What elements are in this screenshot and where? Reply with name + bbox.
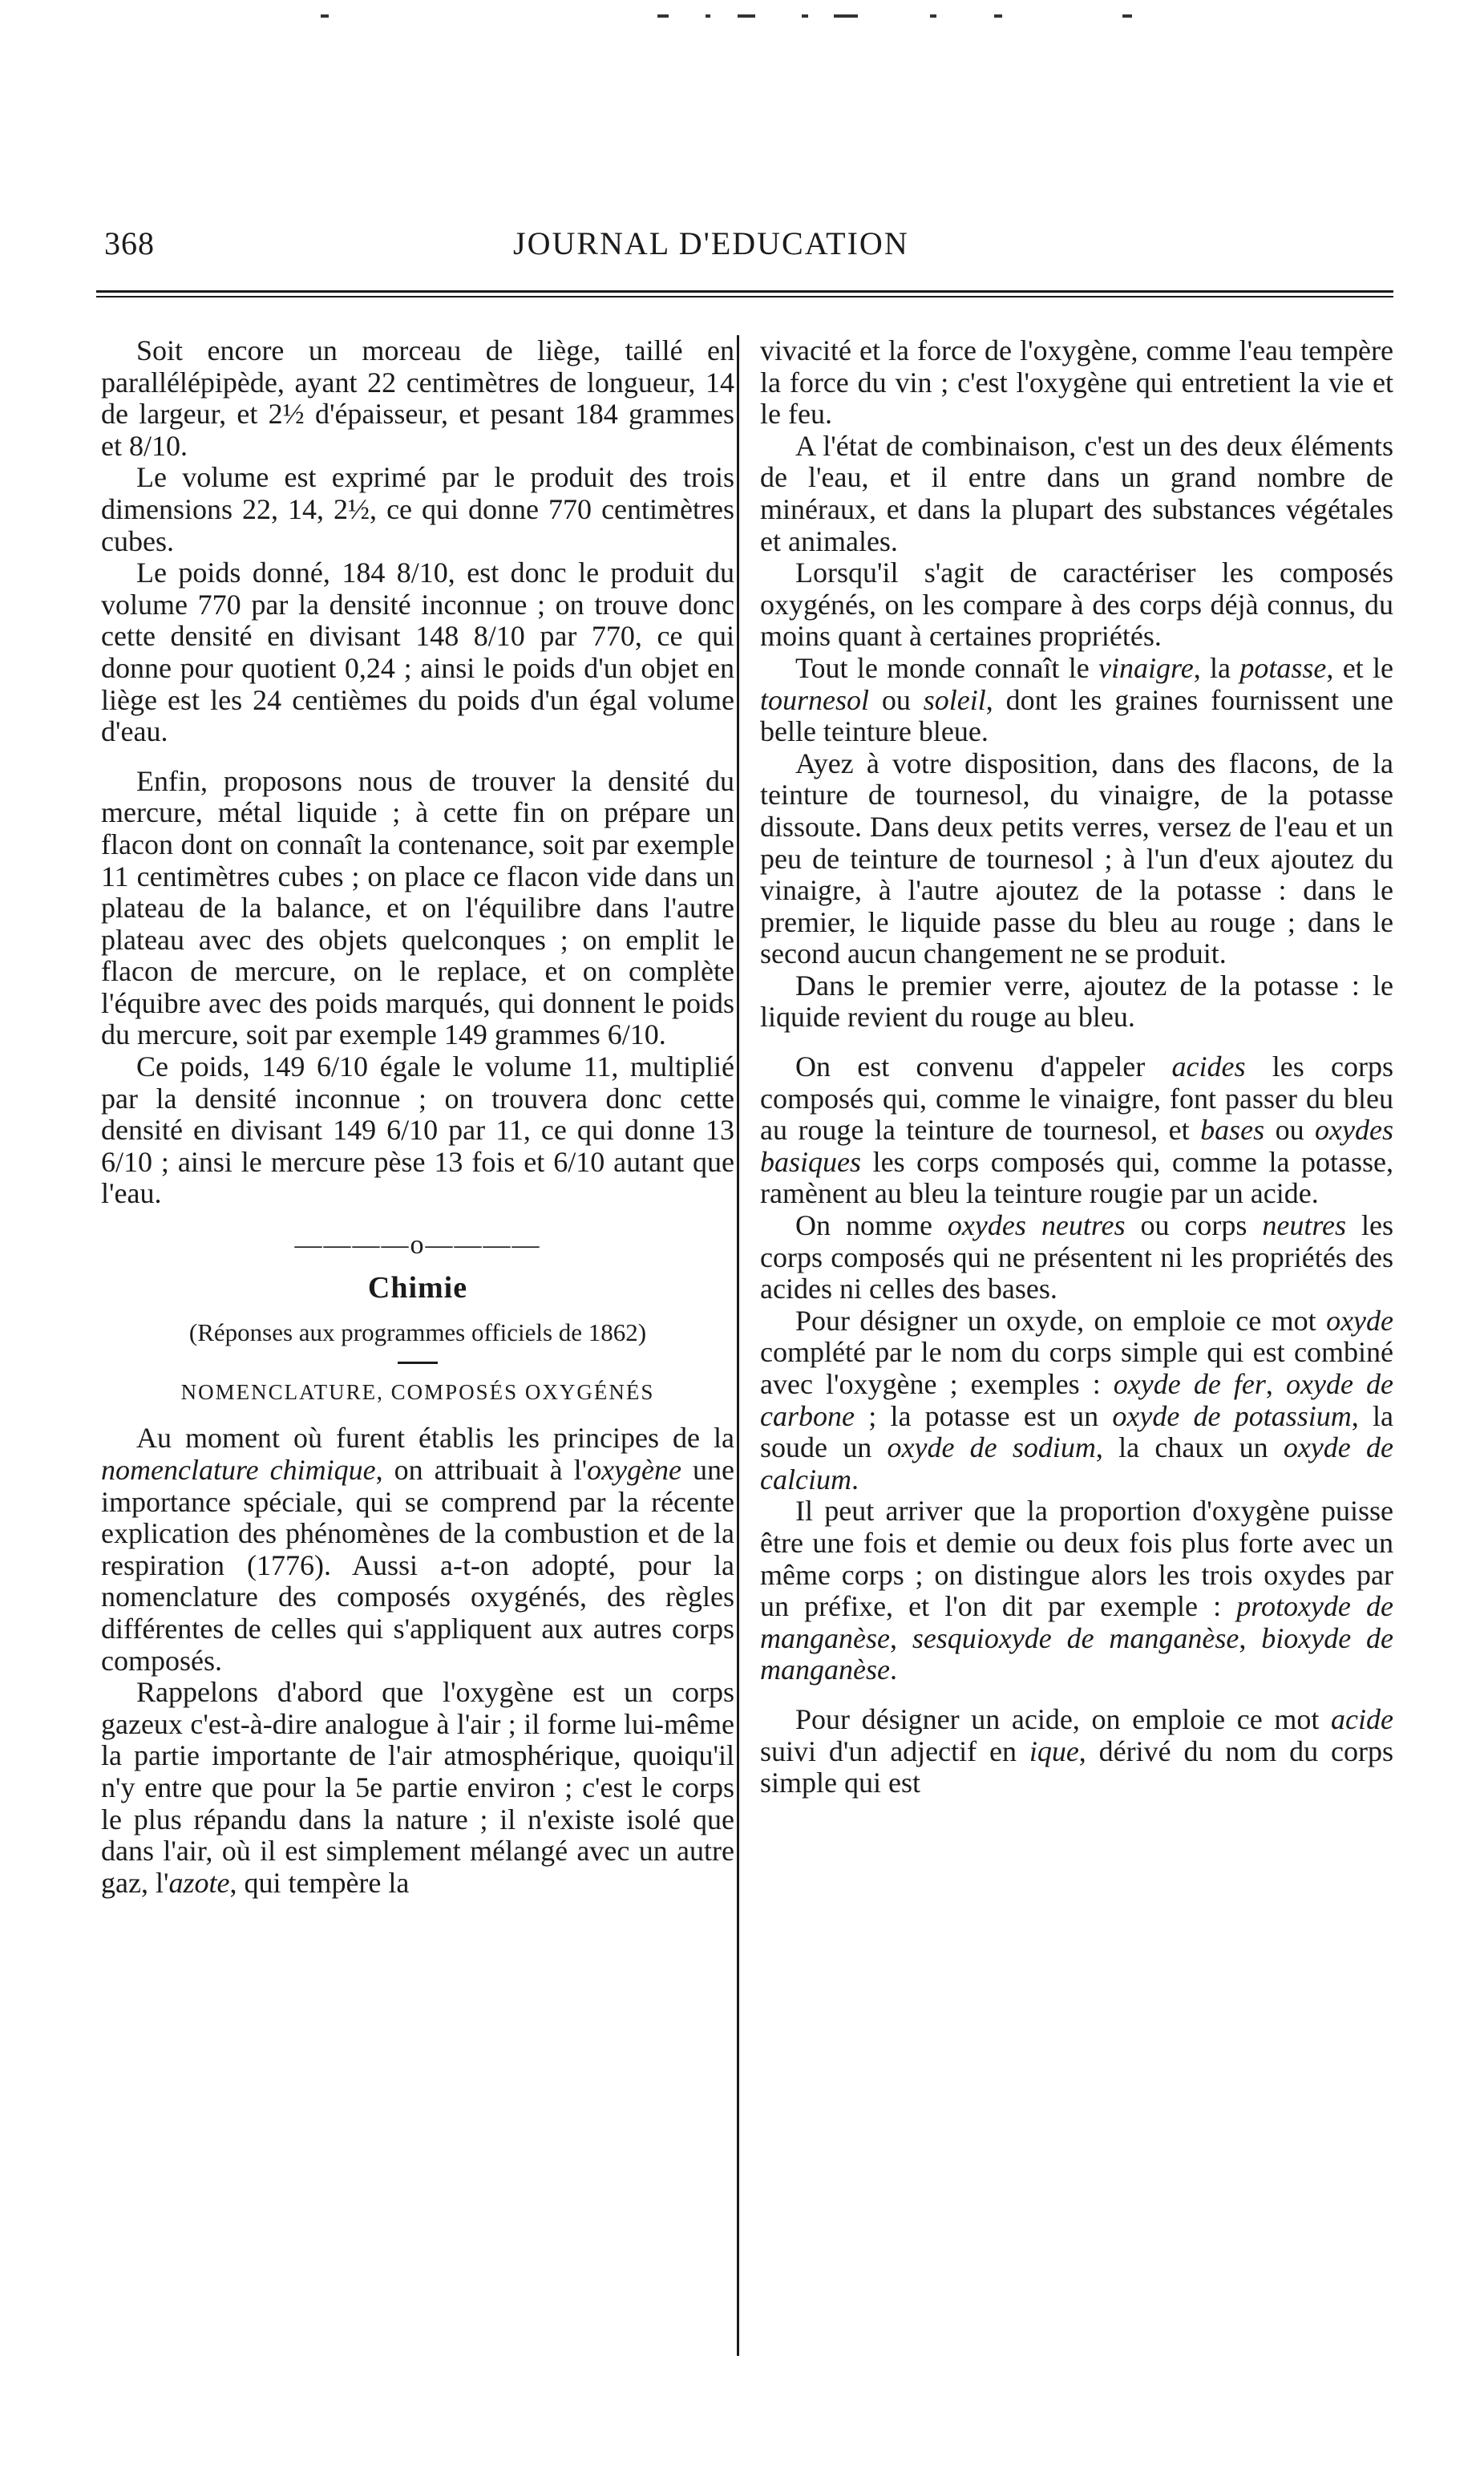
text-run: complété par le nom du corps simple qui est combiné avec l'oxygène ; exemples :	[760, 1336, 1393, 1400]
italic-term: oxyde de fer	[1113, 1368, 1266, 1400]
paragraph	[760, 1305, 1393, 1496]
text-run: suivi d'un adjectif en	[760, 1734, 1029, 1767]
text-run: .	[889, 1653, 897, 1686]
italic-term: bases	[1200, 1114, 1265, 1147]
page-number: 368	[104, 225, 155, 261]
paragraph	[101, 1677, 734, 1899]
text-run: , qui tempère la	[229, 1866, 410, 1899]
text-run: ou corps	[1125, 1209, 1263, 1242]
text-run: , dont les graines fournissent une belle teinture bleue.	[760, 683, 1394, 748]
paragraph: Enfin, proposons nous de trouver la densité du mercure, métal liquide ; à cette fin on prépare un flacon dont on connaît la contenance, soit par exemple 11 centimètres cubes ; on place ce flacon vide dans un plateau de la balance, et on l'équilibre dans l'autre plateau avec des objets quelconques ; on emplit le flacon de mercure, on le replace, et on complète l'équibre avec des poids marqués, qui donnent le poids du mercure, soit par exemple 149 grammes 6/10.	[101, 764, 734, 1051]
italic-term: sesquioxyde de manganèse	[912, 1621, 1239, 1654]
text-run: , la chaux un	[1095, 1431, 1284, 1464]
text-run: , dérivé du nom du corps simple qui est	[760, 1734, 1393, 1799]
header-rule	[96, 290, 1393, 293]
italic-term: oxyde de carbone	[760, 1368, 1393, 1432]
text-run: les corps composés qui ne présentent ni les propriétés des acides ni celles des bases.	[760, 1209, 1393, 1305]
paragraph	[760, 653, 1393, 748]
paragraph	[760, 1496, 1393, 1686]
column-divider	[737, 335, 739, 2356]
text-run: On nomme	[795, 1209, 948, 1242]
text-run: Il peut arriver que la proportion d'oxygène puisse être une fois et demie ou deux fois plus forte avec un même corps ; on distingue alors les trois oxydes par un préfixe, et l'on dit par exemple :	[760, 1495, 1393, 1623]
text-run: , on attribuait à l'	[375, 1454, 588, 1486]
text-run: , la soude un	[760, 1399, 1394, 1464]
text-run: ; la potasse est un	[854, 1399, 1113, 1432]
paragraph: A l'état de combinaison, c'est un des deux éléments de l'eau, et il entre dans un grand nombre de minéraux, et dans la plupart des substances végétales et animales.	[760, 429, 1393, 557]
paragraph: Le volume est exprimé par le produit des trois dimensions 22, 14, 2½, ce qui donne 770 centimètres cubes.	[101, 461, 734, 557]
paragraph: Le poids donné, 184 8/10, est donc le produit du volume 770 par la densité inconnue ; on trouve donc cette densité en divisant 148 8/10 par 770, ce qui donne pour quotient 0,24 ; ainsi le poids d'un objet en liège est les 24 centièmes du poids d'un égal volume d'eau.	[101, 557, 734, 748]
text-run: On est convenu d'appeler	[795, 1050, 1172, 1083]
text-run: Rappelons d'abord que l'oxygène est un corps gazeux c'est-à-dire analogue à l'air ; il forme lui-même la partie importante de l'air atmosphérique, quoiqu'il n'y entre que pour la 5e partie environ ; c'est le corps le plus répandu dans la nature ; il n'existe isolé que dans l'air, où il est simplement mélangé avec un autre gaz, l'	[101, 1676, 734, 1899]
text-run: une importance spéciale, qui se comprend par la récente explication des phénomènes de la combustion et de la respiration (1776). Aussi a-t-on adopté, pour la nomenclature des composés oxygénés, des règles différentes de celles qui s'appliquent aux autres corps composés.	[101, 1454, 734, 1677]
italic-term: ique	[1029, 1734, 1079, 1767]
paragraph	[760, 1051, 1393, 1210]
italic-term: potasse	[1239, 651, 1327, 684]
text-run: ou	[869, 683, 924, 716]
italic-term: acide	[1331, 1702, 1393, 1735]
paragraph: Ayez à votre disposition, dans des flacons, de la teinture de tournesol, du vinaigre, de la potasse dissoute. Dans deux petits verres, versez de l'eau et un peu de teinture de tournesol ; à l'un d'eux ajoutez du vinaigre, à l'autre ajoutez de la potasse : dans le premier, le liquide passe du bleu au rouge ; dans le second aucun changement ne se produit.	[760, 747, 1393, 970]
italic-term: neutres	[1262, 1209, 1347, 1242]
paragraph: Dans le premier verre, ajoutez de la potasse : le liquide revient du rouge au bleu.	[760, 969, 1393, 1034]
section-subtitle: (Réponses aux programmes officiels de 1862)	[188, 1318, 647, 1347]
text-run: , et le	[1326, 651, 1393, 684]
section-separator: ————o————	[294, 1230, 541, 1261]
italic-term: bioxyde de manganèse	[760, 1621, 1393, 1686]
paragraph: vivacité et la force de l'oxygène, comme l'eau tempère la force du vin ; c'est l'oxygène qui entretient la vie et le feu.	[760, 334, 1393, 431]
text-run: , la	[1193, 651, 1240, 684]
text-run: Pour désigner un oxyde, on emploie ce mot	[795, 1304, 1327, 1337]
short-rule	[398, 1362, 438, 1364]
italic-term: vinaigre	[1098, 651, 1194, 684]
text-run: Au moment où furent établis les principes de la	[136, 1422, 734, 1455]
text-run: Pour désigner un acide, on emploie ce mot	[795, 1702, 1332, 1735]
text-run: ou	[1264, 1114, 1316, 1147]
text-run: .	[851, 1463, 859, 1496]
italic-term: oxyde de sodium	[887, 1431, 1096, 1464]
italic-term: oxyde de calcium	[760, 1431, 1393, 1496]
top-edge-specks	[321, 14, 1203, 22]
paragraph: Ce poids, 149 6/10 égale le volume 11, multiplié par la densité inconnue ; on trouvera donc cette densité en divisant 149 6/10 par 11, ce qui donne 13 6/10 ; ainsi le mercure pèse 13 fois et 6/10 autant que l'eau.	[101, 1050, 734, 1210]
italic-term: oxydes basiques	[760, 1114, 1393, 1178]
paragraph	[760, 1210, 1393, 1305]
paragraph: Lorsqu'il s'agit de caractériser les composés oxygénés, on les compare à des corps déjà connus, du moins quant à certaines propriétés.	[760, 557, 1393, 653]
italic-term: nomenclature chimique	[101, 1454, 376, 1486]
subheading: NOMENCLATURE, COMPOSÉS OXYGÉNÉS	[180, 1379, 655, 1404]
text-run: les corps composés qui, comme le vinaigre, font passer du bleu au rouge la teinture de tournesol, et	[760, 1050, 1394, 1147]
paragraph	[101, 1423, 734, 1677]
italic-term: acides	[1171, 1050, 1246, 1083]
text-run: ,	[1265, 1368, 1286, 1400]
paragraph	[760, 1704, 1393, 1799]
text-run: les corps composés qui, comme la potasse, ramènent au bleu la teinture rougie par un acide.	[760, 1145, 1393, 1210]
paragraph: Soit encore un morceau de liège, taillé en parallélépipède, ayant 22 centimètres de longueur, 14 de largeur, et 2½ d'épaisseur, et pesant 184 grammes et 8/10.	[101, 334, 734, 462]
italic-term: oxygène	[587, 1454, 681, 1486]
italic-term: tournesol	[760, 683, 870, 716]
italic-term: oxyde	[1326, 1304, 1393, 1337]
left-column	[101, 335, 734, 1899]
italic-term: protoxyde de manganèse	[760, 1590, 1393, 1654]
text-run: ,	[1239, 1621, 1262, 1654]
italic-term: oxydes neutres	[947, 1209, 1126, 1242]
italic-term: azote	[168, 1866, 230, 1899]
italic-term: soleil	[923, 683, 986, 716]
running-title: JOURNAL D'EDUCATION	[513, 225, 909, 261]
text-run: Tout le monde connaît le	[795, 651, 1099, 684]
header-rule-thin	[96, 296, 1393, 297]
italic-term: oxyde de potassium	[1112, 1399, 1352, 1432]
text-run: ,	[889, 1621, 912, 1654]
right-column	[760, 335, 1393, 1799]
section-title: Chimie	[367, 1270, 468, 1305]
